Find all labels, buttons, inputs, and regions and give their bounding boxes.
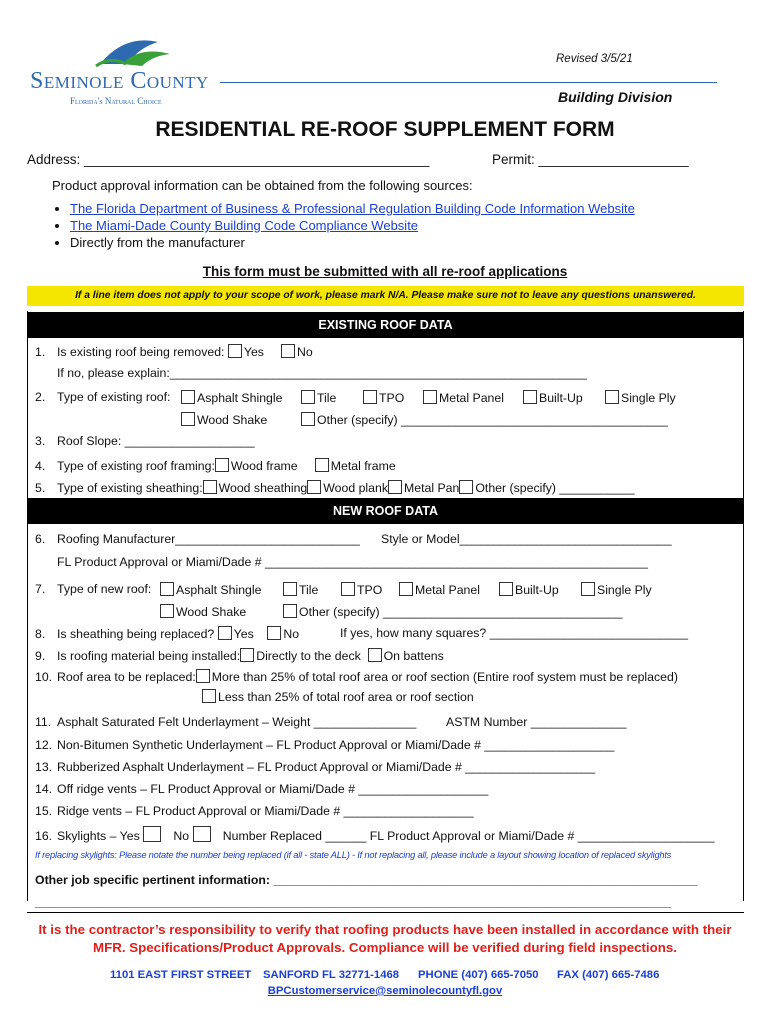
revised-date: Revised 3/5/21 — [556, 53, 633, 65]
q8-yes-checkbox[interactable] — [218, 626, 232, 640]
q4-metalframe-checkbox[interactable] — [315, 458, 329, 472]
division-label: Building Division — [558, 89, 673, 105]
q7-metal-checkbox[interactable] — [399, 582, 413, 596]
q2-tile-checkbox[interactable] — [301, 390, 315, 404]
q5-metalpan-checkbox[interactable] — [388, 480, 402, 494]
source-link-miami-dade[interactable]: • The Miami-Dade County Building Code Compliance Website — [70, 217, 635, 234]
form-bottom-border — [27, 912, 744, 913]
q12-row[interactable]: 12. Non-Bitumen Synthetic Underlayment – FL Product Approval or Miami/Dade # ___________________ — [35, 738, 615, 752]
footer-phone: PHONE (407) 665-7050 — [418, 969, 539, 981]
q7-row: 7. Type of new roof: Asphalt Shingle Tile TPO Metal Panel Built-Up Single Ply — [35, 582, 652, 597]
q2-singleply-checkbox[interactable] — [605, 390, 619, 404]
q11-row[interactable]: 11. Asphalt Saturated Felt Underlayment – Weight _______________ ASTM Number ______________ — [35, 715, 627, 729]
q5-row: 5. Type of existing sheathing: Wood sheathing Wood plank Metal Pan Other (specify) ___________ — [35, 481, 635, 495]
footer-city: SANFORD FL 32771-1468 — [263, 969, 400, 981]
other-info-line[interactable]: _____________________________________________________________________________________________ — [35, 895, 672, 909]
q2-row: 2. Type of existing roof: Asphalt Shingle Tile TPO Metal Panel Built-Up Single Ply — [35, 390, 676, 405]
q2-other-checkbox[interactable] — [301, 412, 315, 426]
q7-singleply-checkbox[interactable] — [581, 582, 595, 596]
q1-explain[interactable]: If no, please explain:_____________________________________________________________ — [57, 366, 587, 380]
q7-tpo-checkbox[interactable] — [341, 582, 355, 596]
q16-yes-checkbox[interactable] — [143, 826, 161, 842]
new-roof-header: NEW ROOF DATA — [27, 498, 744, 524]
skylight-note: If replacing skylights: Please notate the number being replaced (if all - state ALL) - If not replacing all, please include a layout showing location of replaced skylights — [35, 850, 672, 860]
footer-address: 1101 EAST FIRST STREET — [110, 969, 252, 981]
sources-list — [52, 200, 635, 251]
q9-deck-checkbox[interactable] — [240, 648, 254, 662]
logo-tagline: Florida's Natural Choice — [70, 96, 162, 106]
footer-email-link[interactable]: BPCustomerservice@seminolecountyfl.gov — [267, 985, 503, 997]
q14-row[interactable]: 14. Off ridge vents – FL Product Approval or Miami/Dade # ___________________ — [35, 782, 489, 796]
q8-no-checkbox[interactable] — [267, 626, 281, 640]
q6-row: 6. Roofing Manufacturer___________________________ Style or Model_______________________________ — [35, 532, 672, 546]
q2-asphalt-checkbox[interactable] — [181, 390, 195, 404]
address-field[interactable]: Address: ______________________________________________ — [27, 152, 430, 167]
q1-row: 1. Is existing roof being removed: Yes No — [35, 345, 313, 359]
logo-name: Seminole County — [30, 68, 209, 94]
source-manufacturer: • Directly from the manufacturer — [70, 234, 635, 251]
q10-less-checkbox[interactable] — [202, 689, 216, 703]
q8-row: 8. Is sheathing being replaced? Yes No If yes, how many squares? _____________________________ — [35, 626, 689, 641]
warning-line-1: It is the contractor’s responsibility to verify that roofing products have been installed in accordance with their — [38, 922, 732, 937]
q2-tpo-checkbox[interactable] — [363, 390, 377, 404]
page-title: RESIDENTIAL RE-ROOF SUPPLEMENT FORM — [155, 118, 615, 141]
q9-row: 9. Is roofing material being installed: Directly to the deck On battens — [35, 649, 444, 663]
q2-metal-checkbox[interactable] — [423, 390, 437, 404]
permit-field[interactable]: Permit: ____________________ — [492, 152, 689, 167]
q3-row[interactable]: 3. Roof Slope: ___________________ — [35, 434, 255, 448]
header-rule — [220, 82, 717, 83]
q16-replaced[interactable]: Number Replaced ______ FL Product Approval or Miami/Dade # ____________________ — [222, 829, 715, 843]
q2-builtup-checkbox[interactable] — [523, 390, 537, 404]
q4-row: 4. Type of existing roof framing: Wood frame Metal frame — [35, 459, 396, 473]
existing-roof-header: EXISTING ROOF DATA — [27, 312, 744, 338]
q1-no-checkbox[interactable] — [281, 344, 295, 358]
footer-fax: FAX (407) 665-7486 — [557, 969, 660, 981]
q6-style[interactable]: Style or Model_______________________________ — [381, 532, 672, 546]
q9-battens-checkbox[interactable] — [368, 648, 382, 662]
q7-other-checkbox[interactable] — [283, 604, 297, 618]
q10-more-checkbox[interactable] — [196, 669, 210, 683]
q7-tile-checkbox[interactable] — [283, 582, 297, 596]
q7-asphalt-checkbox[interactable] — [160, 582, 174, 596]
q6-approval[interactable]: FL Product Approval or Miami/Dade # ________________________________________________________ — [57, 555, 648, 569]
submission-notice: This form must be submitted with all re-roof applications — [202, 264, 568, 279]
seminole-logo — [30, 34, 220, 109]
q10-row-2: Less than 25% of total roof area or roof section — [202, 689, 474, 704]
q7-builtup-checkbox[interactable] — [499, 582, 513, 596]
source-link-dbpr[interactable]: • The Florida Department of Business & Professional Regulation Building Code Information Website — [70, 200, 635, 217]
q10-row: 10. Roof area to be replaced: More than 25% of total roof area or roof section (Entire roof system must be replaced) — [35, 670, 678, 684]
q16-row: 16. Skylights – Yes No Number Replaced ______ FL Product Approval or Miami/Dade # ____________________ — [35, 826, 715, 843]
q4-woodframe-checkbox[interactable] — [215, 458, 229, 472]
q5-woodsheathing-checkbox[interactable] — [203, 480, 217, 494]
q5-other-checkbox[interactable] — [459, 480, 473, 494]
q6-manufacturer[interactable]: Roofing Manufacturer___________________________ — [57, 532, 360, 546]
q5-woodplank-checkbox[interactable] — [307, 480, 321, 494]
q7-woodshake-checkbox[interactable] — [160, 604, 174, 618]
sources-intro: Product approval information can be obtained from the following sources: — [52, 178, 473, 193]
q2-woodshake-checkbox[interactable] — [181, 412, 195, 426]
q16-no-checkbox[interactable] — [193, 826, 211, 842]
warning-line-2: MFR. Specifications/Product Approvals. Compliance will be verified during field inspections. — [93, 940, 677, 955]
instruction-banner: If a line item does not apply to your scope of work, please mark N/A. Please make sure not to leave any questions unanswered. — [27, 286, 744, 306]
other-info-field[interactable]: Other job specific pertinent information: ______________________________________________________________ — [35, 873, 698, 887]
q1-yes-checkbox[interactable] — [228, 344, 242, 358]
q13-row[interactable]: 13. Rubberized Asphalt Underlayment – FL Product Approval or Miami/Dade # ___________________ — [35, 760, 596, 774]
q15-row[interactable]: 15. Ridge vents – FL Product Approval or Miami/Dade # ___________________ — [35, 804, 474, 818]
q8-squares[interactable]: If yes, how many squares? _____________________________ — [340, 626, 689, 640]
